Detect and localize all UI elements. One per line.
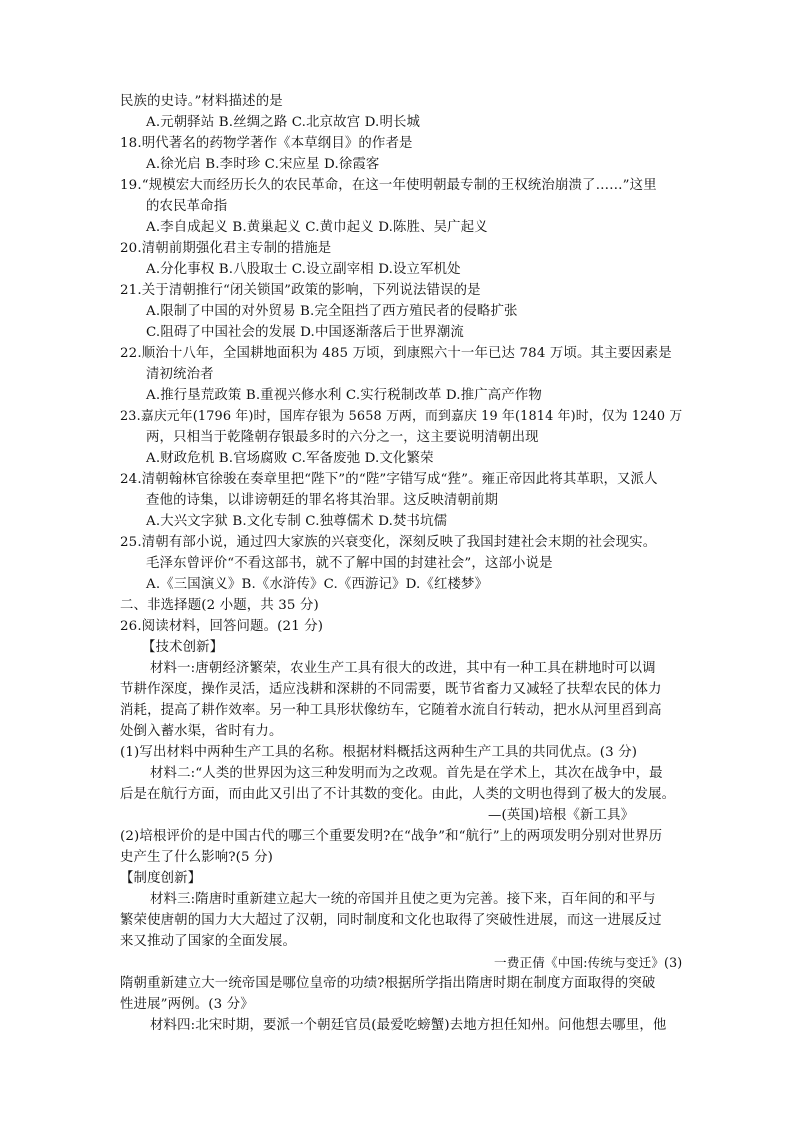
q17-stem-end: 民族的史诗。”材料描述的是	[120, 94, 283, 109]
sub-question-2-cont: 史产生了什么影响?(5 分)	[120, 850, 274, 865]
material-three-line: 材料三:隋唐时重新建立起大一统的帝国并且使之更为完善。接下来，百年间的和平与	[150, 892, 656, 907]
tech-innovation-heading: 【技术创新】	[142, 640, 224, 655]
q22-stem: 22.顺治十八年，全国耕地面积为 485 万顷，到康熙六十一年已达 784 万顷。其主要因素是	[120, 346, 672, 361]
q20-stem: 20.清朝前期强化君主专制的措施是	[120, 241, 332, 256]
material-one-line: 消耗，提高了耕作效率。另一种工具形状像纺车，它随着水流自行转动，把水从河里舀到高	[120, 703, 662, 718]
material-three-line: 来又推动了国家的全面发展。	[120, 934, 297, 949]
material-two-line: 材料二:“人类的世界因为这三种发明而为之改观。首先是在学术上，其次在战争中，最	[150, 766, 663, 781]
sub-question-2: (2)培根评价的是中国古代的哪三个重要发明?在“战争”和“航行”上的两项发明分别对世界历	[120, 829, 663, 844]
q19-stem-cont: 的农民革命指	[146, 199, 228, 214]
institution-innovation-heading: 【制度创新】	[120, 871, 202, 886]
q19-options: A.李自成起义 B.黄巢起义 C.黄巾起义 D.陈胜、吴广起义	[146, 220, 488, 235]
material-one-line: 节耕作深度，操作灵活，适应浅耕和深耕的不同需要，既节省畜力又减轻了扶犁农民的体力	[120, 682, 662, 697]
sub-question-3-cont: 性进展”两例。(3 分》	[120, 997, 254, 1012]
sub-question-3: 隋朝重新建立大一统帝国是哪位皇帝的功绩?根据所学指出隋唐时期在制度方面取得的突破	[120, 976, 656, 991]
q24-stem: 24.清朝翰林官徐骏在奏章里把“陛下”的“陛”字错写成“狴”。雍正帝因此将其革职，又派人	[120, 472, 658, 487]
q22-options: A.推行垦荒政策 B.重视兴修水利 C.实行税制改革 D.推广高产作物	[146, 388, 542, 403]
q18-stem: 18.明代著名的药物学著作《本草纲目》的作者是	[120, 136, 413, 151]
material-four-line: 材料四:北宋时期，要派一个朝廷官员(最爱吃螃蟹)去地方担任知州。问他想去哪里，他	[150, 1018, 667, 1033]
material-two-source: —(英国)培根《新工具》	[488, 808, 635, 823]
q25-stem-cont: 毛泽东曾评价“不看这部书，就不了解中国的封建社会”，这部小说是	[146, 556, 553, 571]
section-two-heading: 二、非选择题(2 小题，共 35 分)	[120, 598, 319, 613]
q21-options-cd: C.阻碍了中国社会的发展 D.中国逐渐落后于世界潮流	[146, 325, 464, 340]
material-one-line: 材料一:唐朝经济繁荣，农业生产工具有很大的改进，其中有一种工具在耕地时可以调	[150, 661, 656, 676]
material-three-line: 繁荣使唐朝的国力大大超过了汉朝，同时制度和文化也取得了突破性进展，而这一进展反过	[120, 913, 662, 928]
q23-options: A.财政危机 B.官场腐败 C.军备废弛 D.文化繁荣	[146, 451, 434, 466]
q20-options: A.分化事权 B.八股取士 C.设立副宰相 D.设立军机处	[146, 262, 461, 277]
material-three-source: 一费正倩《中国:传统与变迁》(3)	[494, 955, 683, 970]
q25-options: A.《三国演义》B.《水浒传》C.《西游记》D.《红楼梦》	[146, 577, 489, 592]
q17-options: A.元朝驿站 B.丝绸之路 C.北京故宫 D.明长城	[146, 115, 421, 130]
q19-stem: 19.“规模宏大而经历长久的农民革命，在这一年使明朝最专制的王权统治崩溃了……”这里	[120, 178, 657, 193]
q26-stem: 26.阅读材料，回答问题。(21 分)	[120, 619, 324, 634]
q21-stem: 21.关于清朝推行“闭关锁国”政策的影响，下列说法错误的是	[120, 283, 481, 298]
q21-options-ab: A.限制了中国的对外贸易 B.完全阻挡了西方殖民者的侵略扩张	[146, 304, 518, 319]
q22-stem-cont: 清初统治者	[146, 367, 214, 382]
q24-options: A.大兴文字狱 B.文化专制 C.独尊儒术 D.焚书坑儒	[146, 514, 448, 529]
material-one-line: 处倒入蓄水渠，省时有力。	[120, 724, 283, 739]
q23-stem: 23.嘉庆元年(1796 年)时，国库存银为 5658 万两，而到嘉庆 19 年(1814 年)时，仅为 1240 万	[120, 409, 683, 424]
q18-options: A.徐光启 B.李时珍 C.宋应星 D.徐霞客	[146, 157, 380, 172]
q24-stem-cont: 查他的诗集，以诽谤朝廷的罪名将其治罪。这反映清朝前期	[146, 493, 499, 508]
q23-stem-cont: 两，只相当于乾隆朝存银最多时的六分之一，这主要说明清朝出现	[146, 430, 539, 445]
material-two-line: 后是在航行方面，而由此又引出了不计其数的变化。由此，人类的文明也得到了极大的发展。	[120, 787, 676, 802]
sub-question-1: (1)写出材料中两种生产工具的名称。根据材料概括这两种生产工具的共同优点。(3 分)	[120, 745, 638, 760]
q25-stem: 25.清朝有部小说，通过四大家族的兴衰变化，深刻反映了我国封建社会末期的社会现实。	[120, 535, 657, 550]
